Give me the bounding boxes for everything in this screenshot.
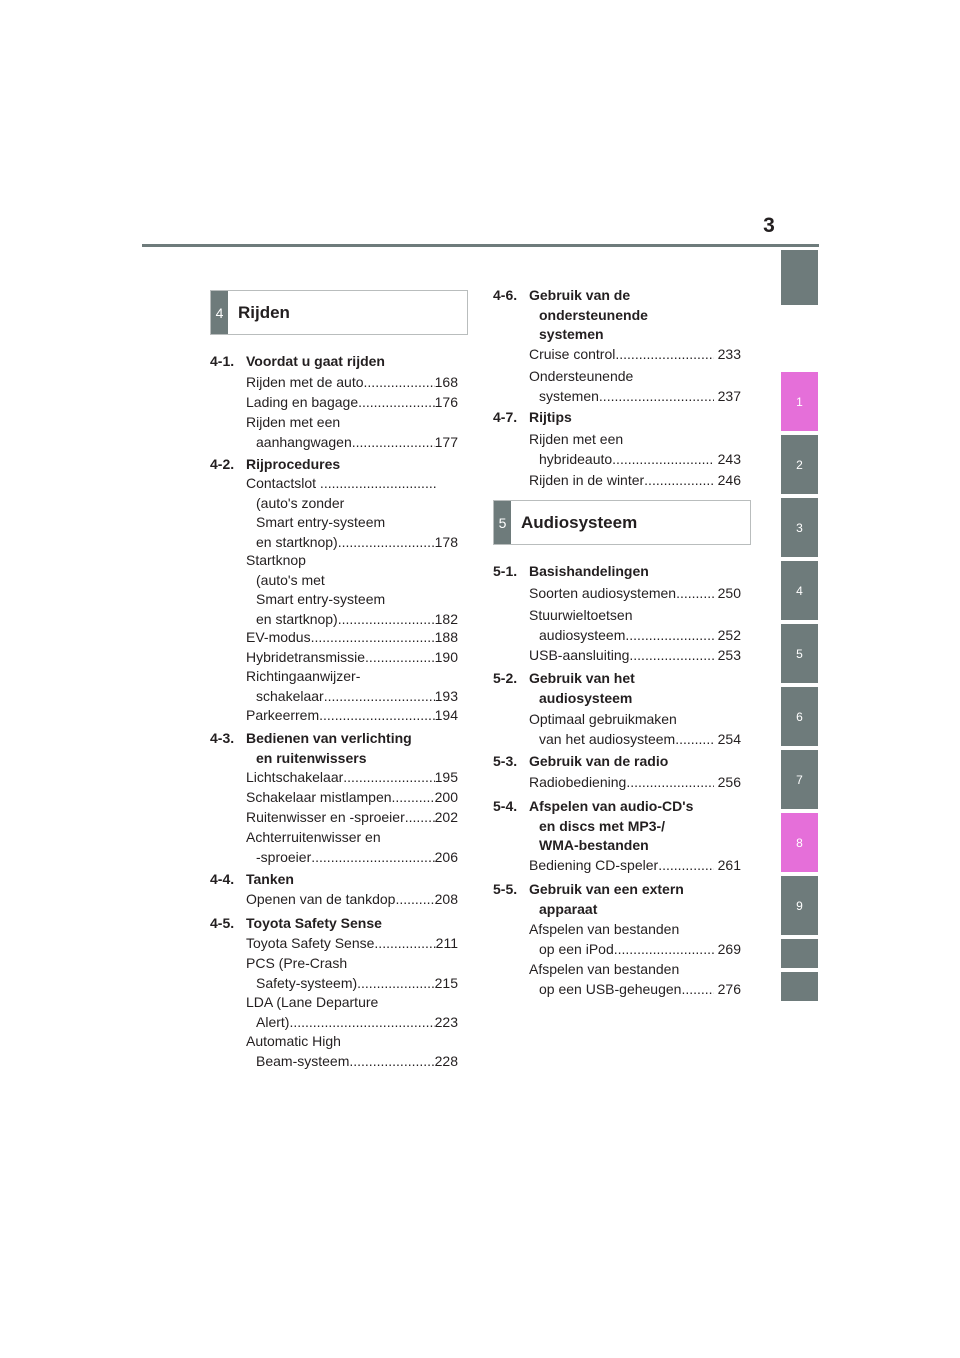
toc-entry-leader-line xyxy=(529,773,741,793)
page-ref: 254 xyxy=(717,730,741,747)
dot-leader xyxy=(289,1013,434,1033)
toc-entry[interactable] xyxy=(246,788,458,808)
chapter-heading[interactable] xyxy=(210,352,468,372)
dot-leader xyxy=(629,646,713,666)
chapter-title xyxy=(246,870,468,890)
dot-leader xyxy=(612,450,713,470)
chapter-title xyxy=(529,408,751,428)
page-ref: 246 xyxy=(717,472,741,488)
page-ref: 261 xyxy=(717,857,741,873)
section-title: Audiosysteem xyxy=(521,512,638,532)
chapter-tab-9[interactable]: 9 xyxy=(781,876,818,935)
chapter-title-line: Basishandelingen xyxy=(529,563,649,579)
page-ref: 276 xyxy=(717,980,741,997)
toc-entry-line: Startknop xyxy=(246,552,306,568)
toc-entry-title: op een iPod xyxy=(539,940,614,957)
toc-entry[interactable] xyxy=(246,628,458,648)
dot-leader xyxy=(311,848,434,868)
dot-leader xyxy=(675,730,713,750)
toc-entry-title: Ruitenwisser en -sproeier xyxy=(246,809,405,825)
dot-leader xyxy=(681,980,713,1000)
toc-entry-leader-line xyxy=(246,648,458,668)
dot-leader xyxy=(676,584,714,604)
page-ref: 177 xyxy=(434,433,458,450)
chapter-number: 5-2. xyxy=(493,670,518,686)
dot-leader xyxy=(357,974,435,994)
dot-leader xyxy=(311,628,435,648)
page-number: 3 xyxy=(763,214,775,237)
toc-entry[interactable] xyxy=(246,954,458,993)
chapter-number: 4-1. xyxy=(210,353,235,369)
toc-entry[interactable] xyxy=(246,667,458,706)
toc-entry-leader-line xyxy=(529,980,741,1000)
chapter-number: 4-3. xyxy=(210,730,235,746)
toc-entry-title: Alert) xyxy=(256,1013,290,1030)
toc-entry[interactable] xyxy=(246,474,458,552)
toc-entry[interactable] xyxy=(246,828,458,867)
chapter-number: 4-6. xyxy=(493,287,518,303)
chapter-heading[interactable] xyxy=(493,797,751,856)
toc-entry-title: Toyota Safety Sense xyxy=(246,935,375,951)
chapter-number: 5-3. xyxy=(493,753,518,769)
chapter-title-line: Gebruik van de radio xyxy=(529,753,669,769)
toc-entry-title: Lading en bagage xyxy=(246,394,359,410)
toc-entry-leader-line xyxy=(529,626,741,646)
page-ref: 252 xyxy=(717,626,741,643)
chapter-number: 4-4. xyxy=(210,871,235,887)
toc-entry-leader-line xyxy=(246,848,458,868)
section-title: Rijden xyxy=(238,302,290,322)
chapter-title-line: Afspelen van audio-CD's xyxy=(529,798,694,814)
toc-entry-leader-line xyxy=(529,856,741,876)
toc-entry-title: -sproeier xyxy=(256,848,312,865)
chapter-title-line: Gebruik van het xyxy=(529,670,635,686)
toc-entry[interactable] xyxy=(529,710,741,749)
chapter-title xyxy=(246,352,468,372)
toc-entry-line: Automatic High xyxy=(246,1033,341,1049)
page-ref: 223 xyxy=(434,1013,458,1030)
toc-entry-leader-line xyxy=(246,433,458,453)
section-number: 5 xyxy=(494,501,511,544)
chapter-tab-6[interactable]: 6 xyxy=(781,687,818,746)
chapter-number: 4-2. xyxy=(210,456,235,472)
toc-entry-leader-line xyxy=(529,730,741,750)
toc-entry-title: Lichtschakelaar xyxy=(246,769,344,785)
page-ref: 178 xyxy=(434,533,458,550)
chapter-title xyxy=(529,286,751,345)
page-ref: 200 xyxy=(434,789,458,805)
page-ref: 190 xyxy=(434,649,458,665)
chapter-title-line: audiosysteem xyxy=(539,689,633,706)
toc-entry-leader-line xyxy=(529,940,741,960)
chapter-number: 4-7. xyxy=(493,409,518,425)
dot-leader xyxy=(319,706,435,726)
chapter-title-line: apparaat xyxy=(539,900,598,917)
toc-entry-line: Afspelen van bestanden xyxy=(529,921,680,937)
toc-entry-leader-line xyxy=(529,450,741,470)
page-ref: 228 xyxy=(434,1052,458,1069)
page-ref: 182 xyxy=(434,610,458,627)
toc-entry-line: Richtingaanwijzer- xyxy=(246,668,361,684)
toc-entry[interactable] xyxy=(529,367,741,406)
toc-entry-title: aanhangwagen xyxy=(256,433,352,450)
toc-entry-title: Openen van de tankdop xyxy=(246,891,396,907)
chapter-title xyxy=(529,797,751,856)
page-ref: 194 xyxy=(434,707,458,723)
chapter-tab-8[interactable]: 8 xyxy=(781,813,818,872)
toc-entry-line: (auto's zonder xyxy=(256,494,345,511)
toc-entry-leader-line xyxy=(529,387,741,407)
toc-entry-leader-line xyxy=(246,533,458,553)
toc-entry-title: schakelaar xyxy=(256,687,324,704)
page-ref: 202 xyxy=(434,809,458,825)
chapter-number: 4-5. xyxy=(210,915,235,931)
chapter-title-line: en ruitenwissers xyxy=(256,749,367,766)
toc-entry[interactable] xyxy=(246,993,458,1032)
toc-entry-title: Rijden in de winter xyxy=(529,472,645,488)
toc-entry-title: Radiobediening xyxy=(529,774,627,790)
page-ref: 253 xyxy=(717,647,741,663)
toc-entry-title: Beam-systeem xyxy=(256,1052,350,1069)
toc-entry-leader-line xyxy=(246,1052,458,1072)
section-header-rijden[interactable] xyxy=(210,290,468,335)
toc-entry[interactable] xyxy=(529,856,741,876)
header-rule xyxy=(142,244,819,247)
toc-entry-line: Ondersteunende xyxy=(529,368,634,384)
dot-leader xyxy=(352,433,435,453)
toc-entry-title: Soorten audiosystemen xyxy=(529,585,677,601)
chapter-heading[interactable] xyxy=(493,752,751,772)
toc-entry-line: Smart entry-systeem xyxy=(256,514,386,531)
toc-entry-leader-line xyxy=(246,687,458,707)
chapter-tab-3[interactable]: 3 xyxy=(781,498,818,557)
toc-entry-leader-line xyxy=(246,890,458,910)
chapter-title-line: Rijtips xyxy=(529,409,572,425)
page-ref: 176 xyxy=(434,394,458,410)
page-ref: 250 xyxy=(717,585,741,601)
dot-leader xyxy=(338,533,435,553)
toc-entry-title: van het audiosysteem xyxy=(539,730,676,747)
chapter-number: 5-5. xyxy=(493,881,518,897)
section-number: 4 xyxy=(211,291,228,334)
toc-entry-title: systemen xyxy=(539,387,599,404)
toc-entry[interactable] xyxy=(529,920,741,959)
page-ref: 208 xyxy=(434,891,458,907)
chapter-tab-4[interactable]: 4 xyxy=(781,561,818,620)
toc-entry[interactable] xyxy=(246,934,458,954)
dot-leader xyxy=(626,773,713,793)
toc-entry-title: op een USB-geheugen xyxy=(539,980,682,997)
dot-leader xyxy=(658,856,713,876)
chapter-title-line: Voordat u gaat rijden xyxy=(246,353,385,369)
page-ref: 168 xyxy=(434,374,458,390)
toc-entry-leader-line xyxy=(246,808,458,828)
toc-entry[interactable] xyxy=(529,606,741,645)
page-ref: 193 xyxy=(434,687,458,704)
chapter-title xyxy=(529,752,751,772)
toc-entry[interactable] xyxy=(246,551,458,629)
toc-entry-title: en startknop) xyxy=(256,610,338,627)
chapter-title-line: systemen xyxy=(539,326,604,343)
page-ref: 206 xyxy=(434,848,458,865)
toc-entry[interactable] xyxy=(246,648,458,668)
dot-leader xyxy=(405,808,435,828)
toc-entry-leader-line xyxy=(246,974,458,994)
toc-entry-leader-line xyxy=(529,471,741,491)
chapter-title-line: Rijprocedures xyxy=(246,456,341,472)
chapter-title-line: en discs met MP3-/ xyxy=(539,817,666,834)
toc-entry-leader-line xyxy=(246,934,458,954)
toc-entry-line: PCS (Pre-Crash xyxy=(246,955,348,971)
chapter-title xyxy=(246,729,468,768)
toc-entry-line: LDA (Lane Departure xyxy=(246,994,379,1010)
chapter-heading[interactable] xyxy=(493,669,751,708)
toc-entry-line: Smart entry-systeem xyxy=(256,591,386,608)
toc-entry-line: Afspelen van bestanden xyxy=(529,961,680,977)
toc-entry-title: audiosysteem xyxy=(539,626,626,643)
toc-entry[interactable] xyxy=(246,1032,458,1071)
page-ref: 211 xyxy=(435,935,458,951)
dot-leader xyxy=(374,934,435,954)
dot-leader xyxy=(644,471,713,491)
page-ref: 188 xyxy=(434,629,458,645)
dot-leader xyxy=(614,940,714,960)
chapter-title xyxy=(246,455,468,475)
chapter-title xyxy=(529,562,751,582)
chapter-heading[interactable] xyxy=(210,455,468,475)
toc-entry[interactable] xyxy=(246,413,458,452)
toc-entry-leader-line xyxy=(246,1013,458,1033)
chapter-tab-1[interactable]: 1 xyxy=(781,372,818,431)
chapter-tab-blank[interactable] xyxy=(781,972,818,1001)
toc-entry-leader-line xyxy=(529,345,741,365)
toc-entry-leader-line xyxy=(529,646,741,666)
toc-entry-title: hybrideauto xyxy=(539,450,613,467)
chapter-tab-5[interactable]: 5 xyxy=(781,624,818,683)
chapter-title xyxy=(529,669,751,708)
chapter-heading[interactable] xyxy=(493,880,751,919)
chapter-title-line: ondersteunende xyxy=(539,306,648,323)
page-ref: 215 xyxy=(434,974,458,991)
toc-entry[interactable] xyxy=(529,584,741,604)
page-ref: 256 xyxy=(717,774,741,790)
dot-leader xyxy=(349,1052,434,1072)
dot-leader xyxy=(358,393,435,413)
chapter-title-line: Toyota Safety Sense xyxy=(246,915,382,931)
toc-entry[interactable] xyxy=(246,890,458,910)
toc-entry-leader-line xyxy=(246,768,458,788)
toc-entry-line: Optimaal gebruikmaken xyxy=(529,711,677,727)
chapter-title-line: Bedienen van verlichting xyxy=(246,730,412,746)
toc-entry-title: en startknop) xyxy=(256,533,338,550)
page-ref: 237 xyxy=(717,387,741,404)
toc-entry[interactable] xyxy=(246,393,458,413)
page-ref: 195 xyxy=(434,769,458,785)
chapter-title xyxy=(529,880,751,919)
chapter-title-line: Tanken xyxy=(246,871,294,887)
toc-entry-leader-line xyxy=(246,610,458,630)
dot-leader xyxy=(343,768,434,788)
toc-entry[interactable] xyxy=(529,646,741,666)
chapter-heading[interactable] xyxy=(493,562,751,582)
chapter-title xyxy=(246,914,468,934)
chapter-heading[interactable] xyxy=(493,286,751,345)
toc-entry[interactable] xyxy=(529,773,741,793)
section-header-audiosysteem[interactable] xyxy=(493,500,751,545)
toc-entry-title: Rijden met de auto xyxy=(246,374,364,390)
toc-entry-line: Rijden met een xyxy=(246,414,341,430)
toc-entry-title: Bediening CD-speler xyxy=(529,857,659,873)
toc-entry[interactable] xyxy=(246,808,458,828)
chapter-heading[interactable] xyxy=(493,408,751,428)
page-ref: 243 xyxy=(717,450,741,467)
toc-entry[interactable] xyxy=(246,768,458,788)
toc-entry-leader-line xyxy=(246,706,458,726)
toc-entry[interactable] xyxy=(529,345,741,365)
toc-entry-leader-line xyxy=(529,584,741,604)
toc-entry-line: (auto's met xyxy=(256,571,325,588)
toc-entry-title: Parkeerrem xyxy=(246,707,320,723)
toc-entry-leader-line xyxy=(246,393,458,413)
toc-entry-title: USB-aansluiting xyxy=(529,647,630,663)
chapter-tab-blank[interactable] xyxy=(781,250,818,305)
dot-leader xyxy=(615,345,713,365)
toc-entry[interactable] xyxy=(529,430,741,469)
toc-entry-title: EV-modus xyxy=(246,629,311,645)
chapter-tab-blank[interactable] xyxy=(781,939,818,968)
chapter-tab-7[interactable]: 7 xyxy=(781,750,818,809)
dot-leader xyxy=(599,387,714,407)
toc-entry-line: Achterruitenwisser en xyxy=(246,829,381,845)
chapter-title-line: Gebruik van een extern xyxy=(529,881,684,897)
chapter-heading[interactable] xyxy=(210,729,468,768)
chapter-tab-2[interactable]: 2 xyxy=(781,435,818,494)
page-ref: 269 xyxy=(717,940,741,957)
toc-entry-leader-line xyxy=(246,628,458,648)
toc-entry-title: Cruise control xyxy=(529,346,616,362)
dot-leader xyxy=(338,610,435,630)
chapter-title-line: Gebruik van de xyxy=(529,287,631,303)
toc-entry[interactable] xyxy=(246,373,458,393)
toc-entry-title: Hybridetransmissie xyxy=(246,649,366,665)
dot-leader xyxy=(365,648,435,668)
toc-entry[interactable] xyxy=(529,471,741,491)
dot-leader xyxy=(364,373,435,393)
chapter-number: 5-1. xyxy=(493,563,518,579)
toc-entry[interactable] xyxy=(529,960,741,999)
chapter-title-line: WMA-bestanden xyxy=(539,837,649,854)
toc-entry-leader-line xyxy=(246,373,458,393)
toc-entry[interactable] xyxy=(246,706,458,726)
toc-entry-line: Stuurwieltoetsen xyxy=(529,607,633,623)
dot-leader xyxy=(625,626,713,646)
toc-entry-title: Safety-systeem) xyxy=(256,974,358,991)
dot-leader xyxy=(324,687,435,707)
chapter-heading[interactable] xyxy=(210,914,468,934)
chapter-heading[interactable] xyxy=(210,870,468,890)
dot-leader xyxy=(395,890,434,910)
toc-entry-line: Rijden met een xyxy=(529,431,624,447)
toc-entry-leader-line xyxy=(246,788,458,808)
toc-entry-line: Contactslot .............................. xyxy=(246,475,437,491)
page-ref: 233 xyxy=(717,346,741,362)
chapter-number: 5-4. xyxy=(493,798,518,814)
dot-leader xyxy=(392,788,435,808)
toc-entry-title: Schakelaar mistlampen xyxy=(246,789,392,805)
